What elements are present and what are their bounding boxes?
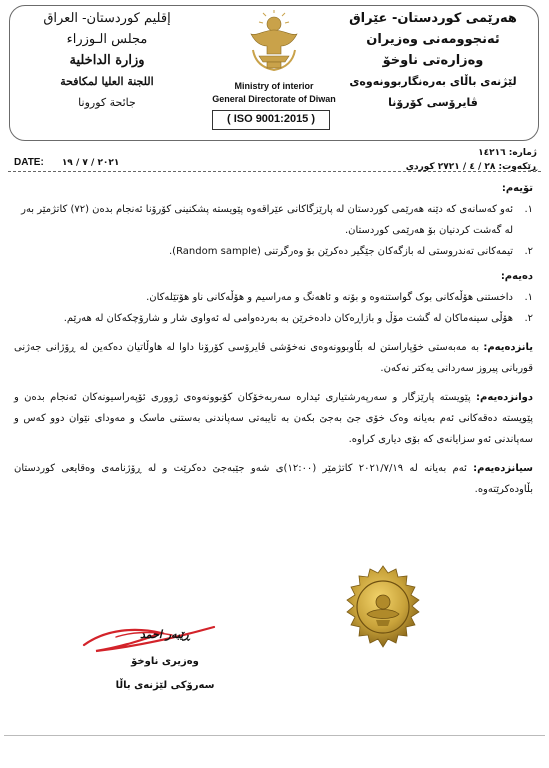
council-name-ku: ئەنجوومەنی وەزیران [366,32,500,47]
paragraph-eleventh [14,337,533,379]
kurdistan-emblem-icon [245,10,303,72]
signatory-title: وەزیری ناوخۆ [131,656,199,667]
ministry-en-line: Ministry of interior [234,81,314,91]
paragraph-label: یانزدەیەم: [483,342,533,353]
signatory-role: سەرۆکی لێژنەی باڵا [115,680,215,691]
directorate-en-line: General Directorate of Diwan [212,94,336,104]
ministry-name-ar: وزارة الداخلية [69,53,145,68]
number-label: ژمارە: [508,148,537,158]
region-name-ar: إقليم كوردستان- العراق [43,11,171,26]
reference-block [406,146,537,174]
section-ninth-title: تۆیەم: [501,183,533,194]
paragraph-text: پێویستە پارێزگار و سەرپەرشتیاری ئیدارە سەربەخۆکان کۆبوونەوەی ژووری ئۆپەراسیونەکان ئەنجام بدەن و پێویستە دەقەکانی ئەم بەیانە وەک خۆی جێ بەجێ بکەن بە تایبەتی سەپاندنی بەستنی ماسک و مەودای نێوان دوو کەس و سەپاندنی ئەو سزایانەی کە بۆی دیاری کراوە. [14,392,533,445]
letterhead-arabic [22,8,192,113]
paragraph-text: بە مەبەستی خۆپاراستن لە بڵاوبوونەوەی نەخۆشی ڤایرۆسی کۆرۆنا داوا لە هاوڵاتیان دەکەین لە ڕۆژانی جەژنی قوربانی پیروز سەردانی یەکتر نەکەن. [14,342,533,374]
ministry-english [196,80,352,106]
list-item [14,308,533,329]
list-item [14,199,533,241]
committee-name-ku: لێژنەی باڵای بەرەنگاربوونەوەی [349,75,517,88]
date-english [14,157,119,168]
letterhead-kurdish [333,8,533,113]
list-item-number: ١. [524,204,533,215]
committee-name-ku-2: ڤایرۆسی کۆرۆنا [388,96,478,109]
section-tenth-title: دەیەم: [500,271,533,282]
header-divider [8,171,541,172]
paragraph-label: دوانزدەیەم: [476,392,533,403]
official-seal-icon [340,564,426,650]
council-name-ar: مجلس الـوزراء [66,32,148,47]
list-item [14,287,533,308]
paragraph-twelfth [14,387,533,450]
list-item-number: ١. [524,292,533,303]
committee-name-ar-2: جائحة كورونا [78,96,136,109]
list-item-number: ٢. [524,313,533,324]
region-name-ku: هەرێمی کوردستان- عێراق [349,11,517,26]
document-body [14,178,533,500]
signatory-name: ڕێبەر احمد [139,628,191,641]
iso-certification: ( ISO 9001:2015 ) [212,110,330,130]
list-item-number: ٢. [524,246,533,257]
list-item-text: داخستنی هۆڵەکانی بوک گواستنەوە و بۆنە و ئاهەنگ و مەراسیم و هۆڵەکانی ناو هۆتێلەکان. [146,292,513,303]
footer-divider [4,735,545,736]
paragraph-label: سیانزدەیەم: [473,463,533,474]
paragraph-text: ئەم بەیانە لە ٢٠٢١/٧/١٩ کاتژمێر (١٢:٠٠)ی شەو جێبەجێ دەکرێت و لە ڕۆژنامەی وەقایعی کوردستان بڵاودەکرێتەوە. [14,463,533,495]
ministry-name-ku: وەزارەتی ناوخۆ [382,53,484,68]
date-en-value: ٢٠٢١ / ٧ / ١٩ [61,158,120,168]
date-ku-label: ڕێکەوت: [498,162,537,172]
date-ku-value: ٢٨ / ٤ / ٢٧٢١ کوردی [405,162,496,172]
committee-name-ar: اللجنة العليا لمكافحة [60,75,154,88]
date-en-label: DATE: [14,157,44,168]
list-item-text: هۆڵی سینەماکان لە گشت مۆڵ و بازاڕەکان دادەخرێن بە بەردەوامی لە ئەواوی شار و شارۆچکەکان لە هەرێم. [63,313,513,324]
list-item-text: تیمەکانی تەندروستی لە بازگەکان جێگیر دەکرێن بۆ وەرگرتنی (Random sample). [168,246,513,257]
paragraph-thirteenth [14,458,533,500]
list-item-text: ئەو کەسانەی کە دێنە هەرێمی کوردستان لە پارێزگاکانی عێراقەوە پێویستە پشکنینی کۆرۆنا ئەنجام بدەن (٧٢) کاتژمێر بەر لە گەشت کردنیان بۆ هەرێمی کوردستان. [21,204,513,236]
list-item [14,241,533,262]
number-value: ١٤٢١٦ [478,148,506,158]
